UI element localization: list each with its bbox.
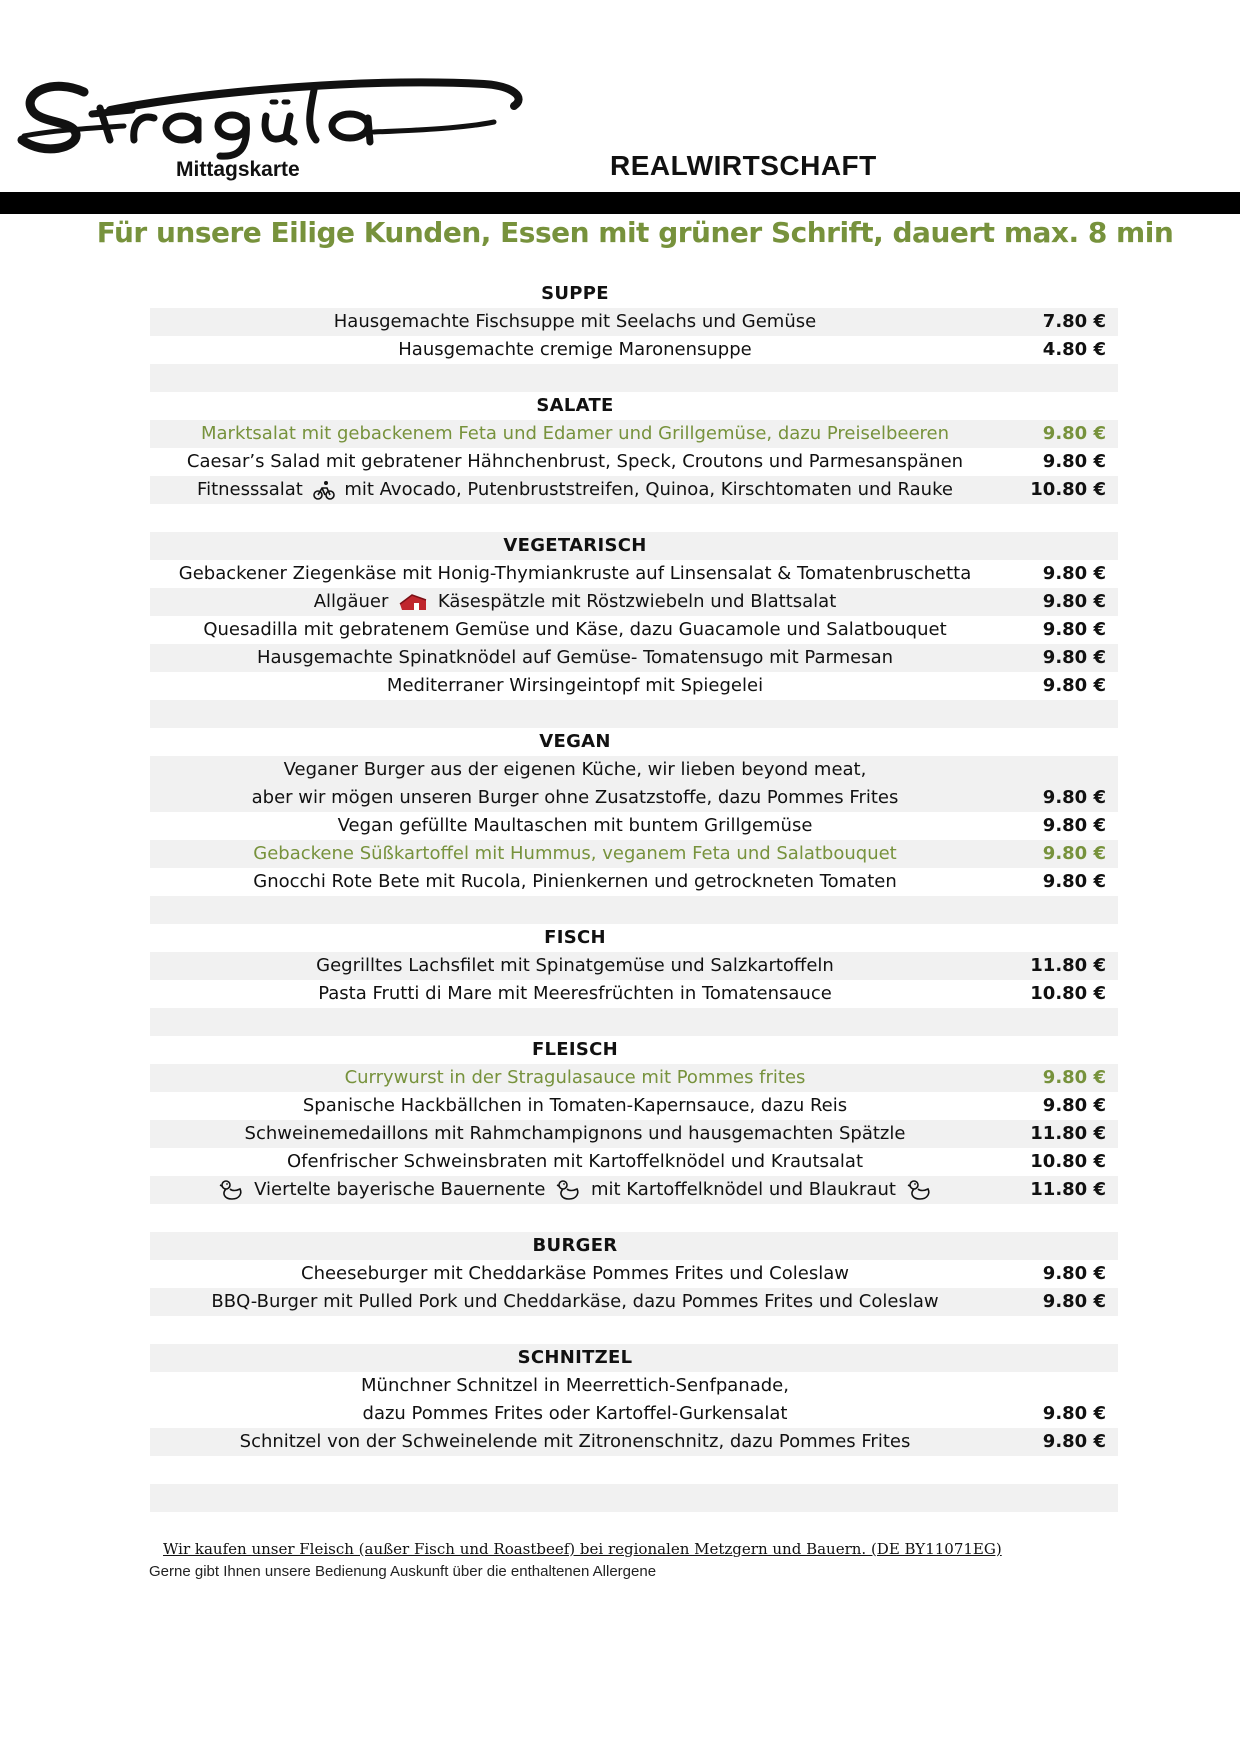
section-header-fleisch: FLEISCH: [531, 1039, 619, 1060]
duck-icon: [555, 1179, 581, 1201]
menu-item: Gebackene Süßkartoffel mit Hummus, veganem Feta und Salatbouquet 9.80 €: [150, 840, 1118, 868]
spacer-row: [150, 364, 1118, 392]
item-price: 10.80 €: [1030, 479, 1106, 500]
menu-item: Pasta Frutti di Mare mit Meeresfrüchten in Tomatensauce 10.80 €: [150, 980, 1118, 1008]
menu-item: Gebackener Ziegenkäse mit Honig-Thymiankruste auf Linsensalat & Tomatenbruschetta 9.80 €: [150, 560, 1118, 588]
item-price: 10.80 €: [1030, 983, 1106, 1004]
item-price: 9.80 €: [1042, 451, 1106, 472]
spacer-row: [150, 1204, 1118, 1232]
item-price: 9.80 €: [1042, 1291, 1106, 1312]
express-notice: Für unsere Eilige Kunden, Essen mit grüner Schrift, dauert max. 8 min: [96, 216, 1174, 249]
section-header-schnitzel: SCHNITZEL: [150, 1344, 1118, 1372]
allergen-note: Gerne gibt Ihnen unsere Bedienung Auskunft über die enthaltenen Allergene: [149, 1563, 657, 1580]
menu-item: Caesar’s Salad mit gebratener Hähnchenbrust, Speck, Croutons und Parmesanspänen 9.80 €: [150, 448, 1118, 476]
item-price: 9.80 €: [1042, 815, 1106, 836]
item-price: 9.80 €: [1042, 591, 1106, 612]
item-price: 9.80 €: [1042, 1263, 1106, 1284]
alpine-hut-icon: [398, 592, 428, 612]
menu-item: Vegan gefüllte Maultaschen mit buntem Grillgemüse 9.80 €: [150, 812, 1118, 840]
item-price: 9.80 €: [1042, 423, 1106, 444]
spacer-row: [150, 504, 1118, 532]
duck-icon: [218, 1179, 244, 1201]
item-price: 10.80 €: [1030, 1151, 1106, 1172]
item-price: 11.80 €: [1030, 1179, 1106, 1200]
item-price: 9.80 €: [1042, 675, 1106, 696]
section-header-suppe: SUPPE: [541, 283, 609, 304]
item-price: 9.80 €: [1042, 787, 1106, 808]
section-header-vegan: VEGAN: [539, 731, 611, 752]
spacer-row: [150, 700, 1118, 728]
item-price: 9.80 €: [1042, 1403, 1106, 1424]
item-price: 9.80 €: [1042, 1095, 1106, 1116]
item-price: 11.80 €: [1030, 955, 1106, 976]
spacer-row: [150, 1008, 1118, 1036]
menu-item: Hausgemachte Spinatknödel auf Gemüse- Tomatensugo mit Parmesan 9.80 €: [150, 644, 1118, 672]
menu-subtitle: Mittagskarte: [176, 158, 300, 181]
item-price: 9.80 €: [1042, 1067, 1106, 1088]
header-divider: [0, 192, 1240, 214]
spacer-row: [150, 1316, 1118, 1344]
menu-item: Hausgemachte Fischsuppe mit Seelachs und Gemüse 7.80 €: [150, 308, 1118, 336]
menu-item: Schnitzel von der Schweinelende mit Zitronenschnitz, dazu Pommes Frites 9.80 €: [150, 1428, 1118, 1456]
section-header-vegetarisch: VEGETARISCH: [150, 532, 1118, 560]
menu-item: Gegrilltes Lachsfilet mit Spinatgemüse und Salzkartoffeln 11.80 €: [150, 952, 1118, 980]
spacer-row: [150, 1484, 1118, 1512]
spacer-row: [150, 1456, 1118, 1484]
menu-item: Ofenfrischer Schweinsbraten mit Kartoffelknödel und Krautsalat 10.80 €: [150, 1148, 1118, 1176]
section-header-salate: SALATE: [536, 395, 614, 416]
menu-item: Hausgemachte cremige Maronensuppe 4.80 €: [150, 336, 1118, 364]
item-price: 7.80 €: [1042, 311, 1106, 332]
item-price: 9.80 €: [1042, 647, 1106, 668]
menu-item: Marktsalat mit gebackenem Feta und Edamer und Grillgemüse, dazu Preiselbeeren 9.80 €: [150, 420, 1118, 448]
menu-item: Mediterraner Wirsingeintopf mit Spiegelei 9.80 €: [150, 672, 1118, 700]
bicycle-icon: [313, 480, 335, 500]
menu-item: Cheeseburger mit Cheddarkäse Pommes Frites und Coleslaw 9.80 €: [150, 1260, 1118, 1288]
section-header-fisch: FISCH: [544, 927, 606, 948]
item-price: 4.80 €: [1042, 339, 1106, 360]
menu-item: Münchner Schnitzel in Meerrettich-Senfpanade, dazu Pommes Frites oder Kartoffel-Gurkensalat 9.80 €: [150, 1372, 1118, 1428]
duck-icon: [906, 1179, 932, 1201]
item-price: 9.80 €: [1042, 1431, 1106, 1452]
menu-item: Gnocchi Rote Bete mit Rucola, Pinienkernen und getrockneten Tomaten 9.80 €: [150, 868, 1118, 896]
menu-item: Veganer Burger aus der eigenen Küche, wir lieben beyond meat, aber wir mögen unseren Burger ohne Zusatzstoffe, dazu Pommes Frites 9.80 €: [150, 756, 1118, 812]
menu-list: [150, 280, 1118, 1512]
section-header-burger: BURGER: [150, 1232, 1118, 1260]
menu-item: Schweinemedaillons mit Rahmchampignons und hausgemachten Spätzle 11.80 €: [150, 1120, 1118, 1148]
stragula-logo: [14, 70, 534, 160]
menu-item: Viertelte bayerische Bauernente mit Kartoffelknödel und Blaukraut 11.80 €: [150, 1176, 1118, 1204]
menu-item: Fitnesssalat mit Avocado, Putenbruststreifen, Quinoa, Kirschtomaten und Rauke 10.80 €: [150, 476, 1118, 504]
menu-item: Allgäuer Käsespätzle mit Röstzwiebeln und Blattsalat 9.80 €: [150, 588, 1118, 616]
menu-item: Currywurst in der Stragulasauce mit Pommes frites 9.80 €: [150, 1064, 1118, 1092]
menu-headline: REALWIRTSCHAFT: [610, 150, 877, 181]
menu-item: Spanische Hackbällchen in Tomaten-Kapernsauce, dazu Reis 9.80 €: [150, 1092, 1118, 1120]
item-price: 9.80 €: [1042, 619, 1106, 640]
item-price: 9.80 €: [1042, 843, 1106, 864]
sourcing-note: Wir kaufen unser Fleisch (außer Fisch und Roastbeef) bei regionalen Metzgern und Bauern. (DE BY11071EG): [163, 1540, 1002, 1558]
menu-item: BBQ-Burger mit Pulled Pork und Cheddarkäse, dazu Pommes Frites und Coleslaw 9.80 €: [150, 1288, 1118, 1316]
item-price: 9.80 €: [1042, 563, 1106, 584]
item-price: 9.80 €: [1042, 871, 1106, 892]
menu-item: Quesadilla mit gebratenem Gemüse und Käse, dazu Guacamole und Salatbouquet 9.80 €: [150, 616, 1118, 644]
spacer-row: [150, 896, 1118, 924]
item-price: 11.80 €: [1030, 1123, 1106, 1144]
